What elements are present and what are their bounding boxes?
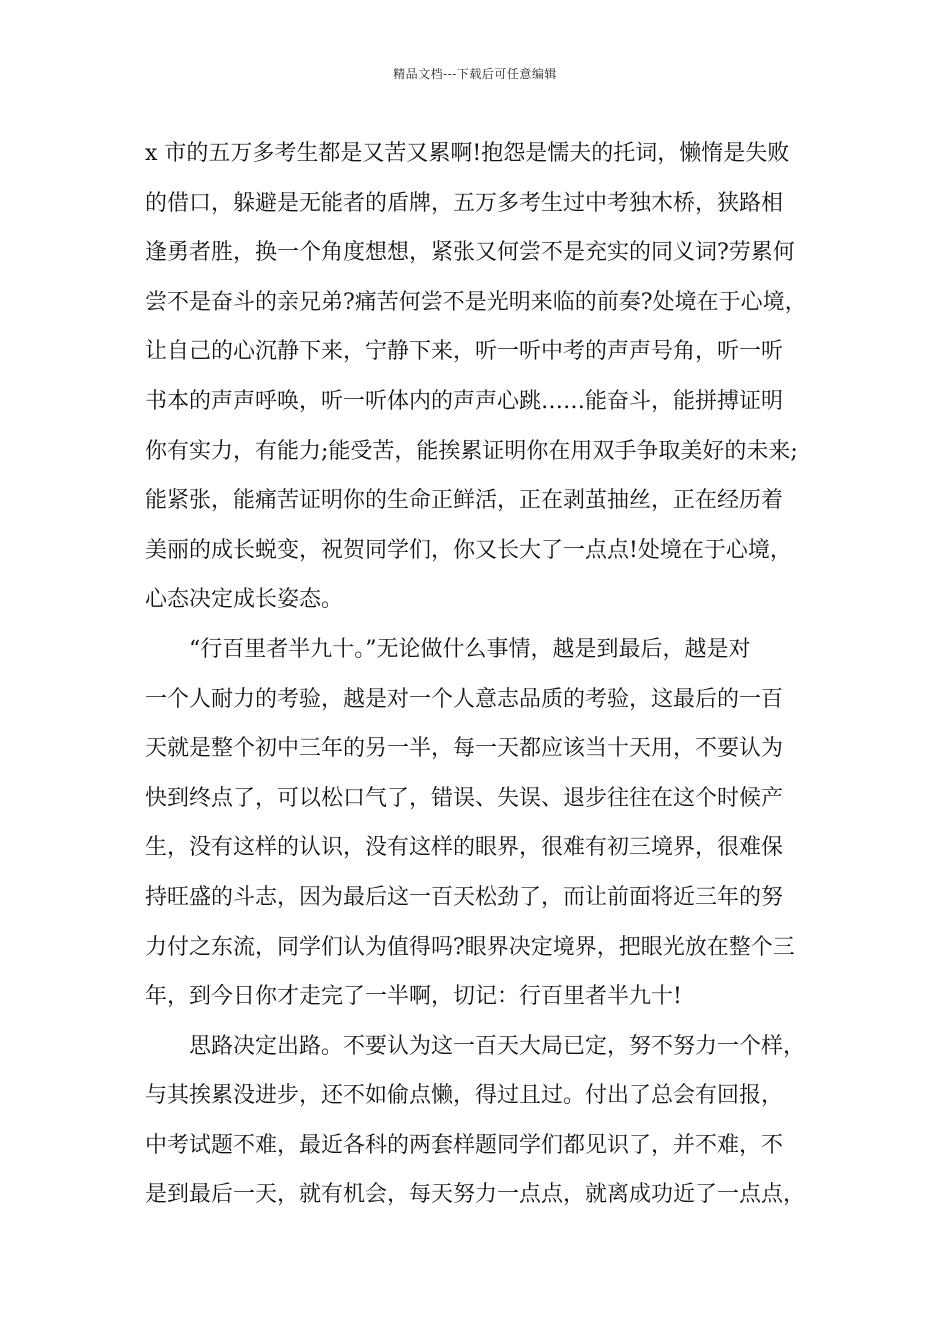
text-line: 书本的声声呼唤，听一听体内的声声心跳……能奋斗，能拼搏证明 [145,388,784,414]
text-line: 美丽的成长蜕变，祝贺同学们，你又长大了一点点!处境在于心境， [145,537,792,563]
text-line: 是到最后一天，就有机会，每天努力一点点，就离成功近了一点点， [145,1182,806,1208]
text-line: 的借口，躲避是无能者的盾牌，五万多考生过中考独木桥，狭路相 [145,190,784,216]
text-line: 你有实力，有能力;能受苦，能挨累证明你在用双手争取美好的未来; [145,438,798,464]
text-line: 年，到今日你才走完了一半啊，切记：行百里者半九十! [145,984,682,1010]
text-line: 天就是整个初中三年的另一半，每一天都应该当十天用，不要认为 [145,736,784,762]
text-line: 中考试题不难，最近各科的两套样题同学们都见识了，并不难，不 [145,1132,784,1158]
text-line: 心态决定成长姿态。 [145,587,344,613]
text-line: 快到终点了，可以松口气了，错误、失误、退步往往在这个时候产 [145,785,784,811]
text-line: 与其挨累没进步，还不如偷点懒，得过且过。付出了总会有回报， [145,1083,784,1109]
body-text [145,129,825,1220]
text-line: 力付之东流，同学们认为值得吗?眼界决定境界，把眼光放在整个三 [145,934,795,960]
text-line: 生，没有这样的认识，没有这样的眼界，很难有初三境界，很难保 [145,835,784,861]
text-line: 能紧张，能痛苦证明你的生命正鲜活，正在剥茧抽丝，正在经历着 [145,488,784,514]
text-line: 逢勇者胜，换一个角度想想，紧张又何尝不是充实的同义词?劳累何 [145,240,795,266]
paragraph-start-line: “行百里者半九十。”无论做什么事情，越是到最后，越是对 [189,636,751,662]
text-line: 让自己的心沉静下来，宁静下来，听一听中考的声声号角，听一听 [145,339,784,365]
text-line: 持旺盛的斗志，因为最后这一百天松劲了，而让前面将近三年的努 [145,884,784,910]
page-header: 精品文档---下载后可任意编辑 [393,67,557,81]
text-line: 尝不是奋斗的亲兄弟?痛苦何尝不是光明来临的前奏?处境在于心境， [145,289,807,315]
text-line: 一个人耐力的考验，越是对一个人意志品质的考验，这最后的一百 [145,686,784,712]
text-line: x 市的五万多考生都是又苦又累啊!抱怨是懦夫的托词，懒惰是失败 [145,141,790,166]
paragraph-start-line: 思路决定出路。不要认为这一百天大局已定，努不努力一个样， [189,1033,806,1059]
